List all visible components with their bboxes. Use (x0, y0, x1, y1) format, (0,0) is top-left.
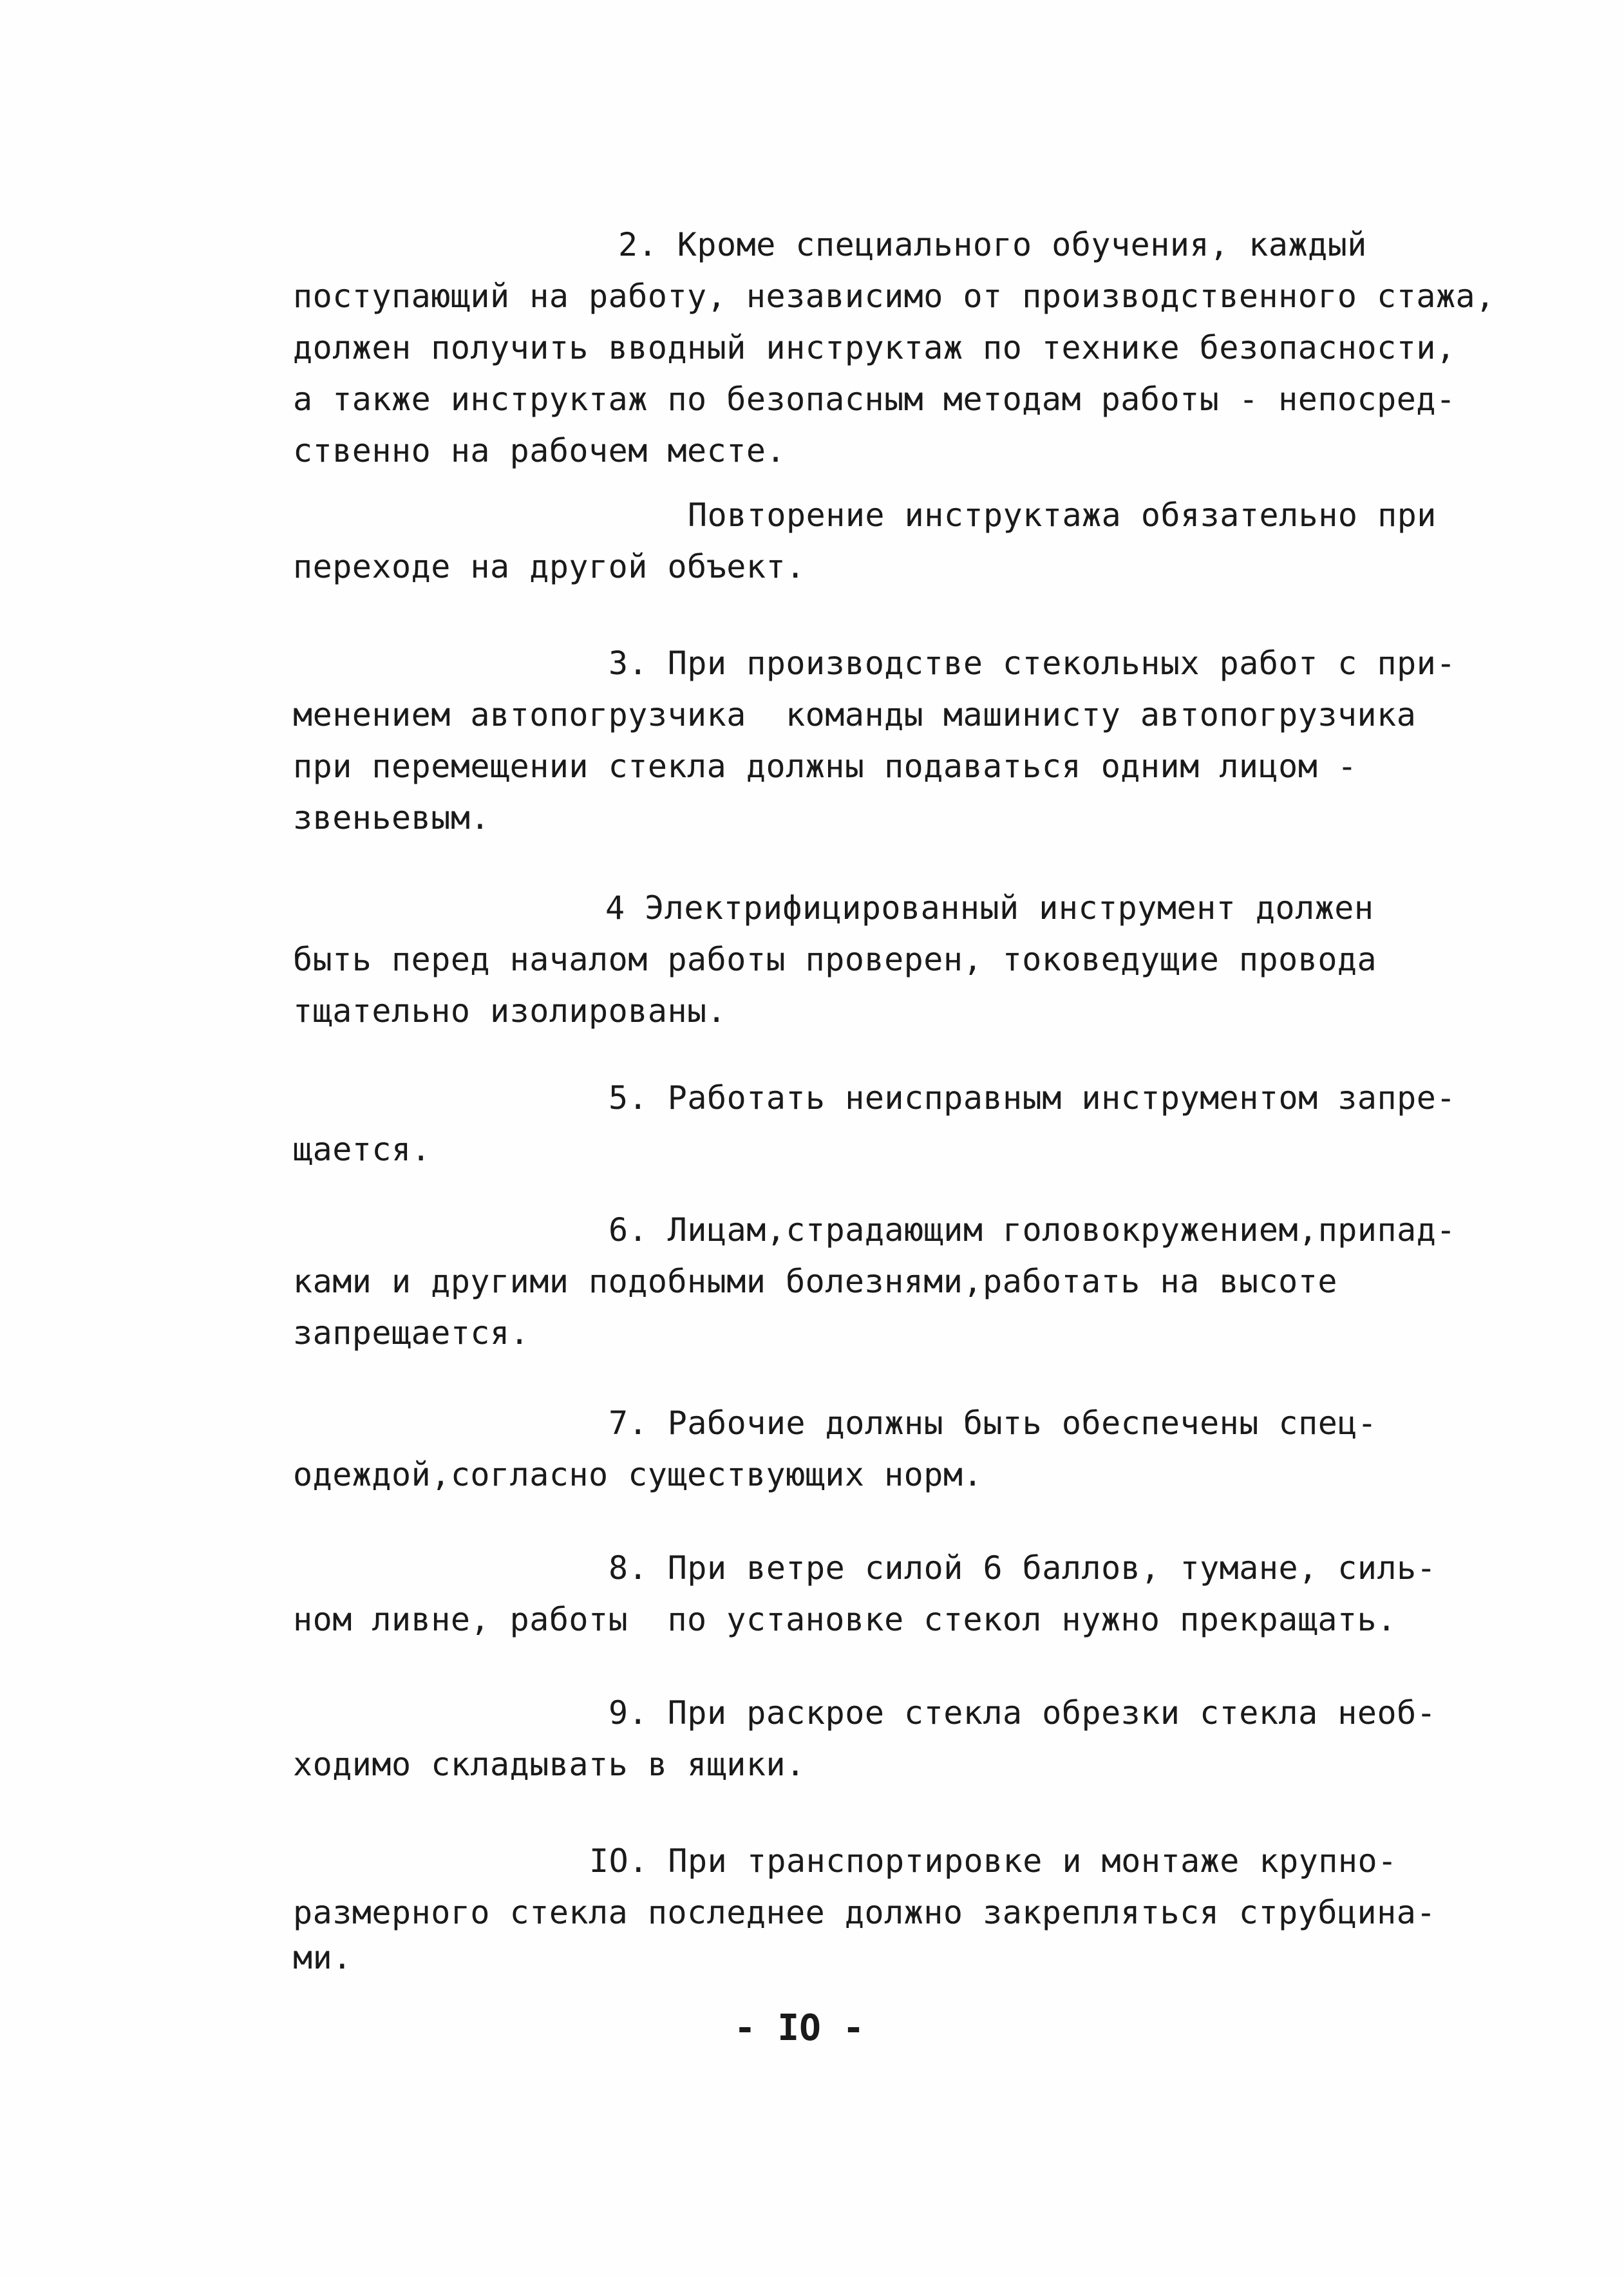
item-9-line-2: ходимо складывать в ящики. (293, 1746, 806, 1783)
page-number: - IO - (734, 2007, 865, 2049)
item-6-line-1: 6. Лицам,страдающим головокружением,припад- (609, 1211, 1456, 1249)
item-3-line-2: менением автопогрузчика команды машинисту автопогрузчика (293, 696, 1417, 733)
item-7-line-1: 7. Рабочие должны быть обеспечены спец- (609, 1404, 1377, 1442)
item-2-line-2: поступающий на работу, независимо от производственного стажа, (293, 278, 1495, 315)
item-6-line-3: запрещается. (293, 1314, 530, 1352)
item-2-line-4: а также инструктаж по безопасным методам работы - непосред- (293, 381, 1456, 418)
item-6-line-2: ками и другими подобными болезнями,работать на высоте (293, 1263, 1337, 1300)
item-4-line-1: 4 Электрифицированный инструмент должен (605, 889, 1374, 927)
item-2-line-1: 2. Кроме специального обучения, каждый (618, 226, 1367, 263)
item-2-line-5: ственно на рабочем месте. (293, 432, 786, 469)
item-10-line-1: IO. При транспортировке и монтаже крупно- (589, 1842, 1397, 1880)
item-3-line-1: 3. При производстве стекольных работ с при- (609, 645, 1456, 682)
item-5-line-1: 5. Работать неисправным инструментом запре- (609, 1079, 1456, 1117)
repeat-line-2: переходе на другой объект. (293, 548, 806, 585)
item-5-line-2: щается. (293, 1131, 431, 1168)
item-8-line-1: 8. При ветре силой 6 баллов, тумане, силь- (609, 1549, 1437, 1587)
item-3-line-3: при перемещении стекла должны подаваться одним лицом - (293, 748, 1357, 785)
repeat-line-1: Повторение инструктажа обязательно при (688, 496, 1437, 534)
item-8-line-2: ном ливне, работы по установке стекол нужно прекращать. (293, 1601, 1397, 1638)
item-9-line-1: 9. При раскрое стекла обрезки стекла необ- (609, 1694, 1437, 1732)
item-10-line-3: ми. (293, 1939, 352, 1976)
item-3-line-4: звеньевым. (293, 799, 491, 836)
item-2-line-3: должен получить вводный инструктаж по технике безопасности, (293, 329, 1456, 366)
item-4-line-3: тщательно изолированы. (293, 992, 727, 1030)
item-7-line-2: одеждой,согласно существующих норм. (293, 1456, 983, 1493)
item-4-line-2: быть перед началом работы проверен, токоведущие провода (293, 941, 1377, 978)
item-10-line-2: размерного стекла последнее должно закрепляться струбцина- (293, 1894, 1436, 1931)
